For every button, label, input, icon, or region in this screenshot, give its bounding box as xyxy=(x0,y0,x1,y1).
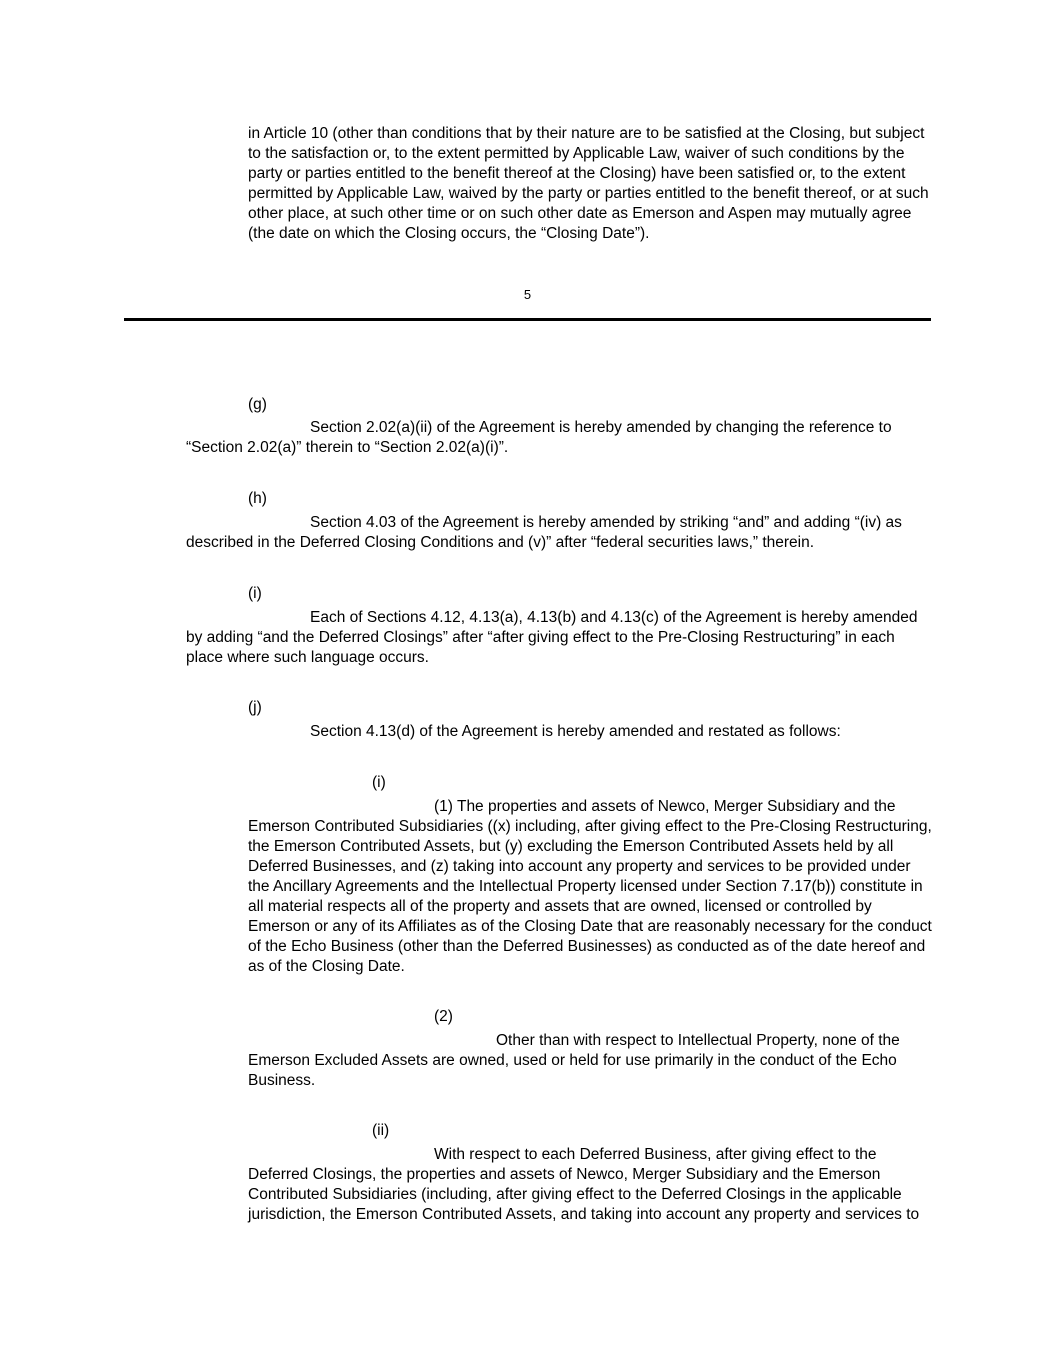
subsection-2-text: Other than with respect to Intellectual Property, none of the Emerson Excluded Assets are owned, used or held for use primarily in the conduct of the Echo Business. xyxy=(248,1032,900,1089)
subsection-i-text: (1) The properties and assets of Newco, Merger Subsidiary and the Emerson Contributed Subsidiaries ((x) including, after giving effect to the Pre-Closing Restructuring, the Emerson Contributed Assets, but (y) excluding the Emerson Contributed Assets held by all Deferred Businesses, and (z) taking into account any property and services to be provided under the Ancillary Agreements and the Intellectual Property licensed under Section 7.17(b)) constitute in all material respects all of the property and assets that are owned, licensed or controlled by Emerson or any of its Affiliates as of the Closing Date that are reasonably necessary for the conduct of the Echo Business (other than the Deferred Businesses) as conducted as of the date hereof and as of the Closing Date. xyxy=(248,798,932,975)
section-h-text: Section 4.03 of the Agreement is hereby amended by striking “and” and adding “(iv) as described in the Deferred Closing Conditions and (v)” after “federal securities laws,” therein. xyxy=(186,514,902,551)
section-j-label: (j) xyxy=(248,699,262,716)
continuation-paragraph: in Article 10 (other than conditions that by their nature are to be satisfied at the Closing, but subject to the satisfaction or, to the extent permitted by Applicable Law, waiver of such conditions by the party or parties entitled to the benefit thereof at the Closing) have been satisfied or, to the extent permitted by Applicable Law, waived by the party or parties entitled to the benefit thereof, or at such other place, at such other time or on such other date as Emerson and Aspen may mutually agree (the date on which the Closing occurs, the “Closing Date”). xyxy=(248,125,929,242)
subsection-i-label: (i) xyxy=(372,774,386,791)
section-i-label: (i) xyxy=(248,585,262,602)
section-h-label: (h) xyxy=(248,490,267,507)
section-g-label: (g) xyxy=(248,396,267,413)
subsection-ii-label: (ii) xyxy=(372,1122,390,1139)
subsection-ii-text: With respect to each Deferred Business, after giving effect to the Deferred Closings, the properties and assets of Newco, Merger Subsidiary and the Emerson Contributed Subsidiaries (including, after giving effect to the Deferred Closings in the applicable jurisdiction, the Emerson Contributed Assets, and taking into account any property and services to xyxy=(248,1146,920,1223)
section-i-text: Each of Sections 4.12, 4.13(a), 4.13(b) and 4.13(c) of the Agreement is hereby amended by adding “and the Deferred Closings” after “after giving effect to the Pre-Closing Restructuring” in each place where such language occurs. xyxy=(186,609,918,666)
page-break-rule xyxy=(124,318,931,321)
subsection-2-label: (2) xyxy=(434,1008,453,1025)
section-g-text: Section 2.02(a)(ii) of the Agreement is hereby amended by changing the reference to “Section 2.02(a)” therein to “Section 2.02(a)(i)”. xyxy=(186,419,892,456)
section-j-text: Section 4.13(d) of the Agreement is hereby amended and restated as follows: xyxy=(310,723,841,740)
page-number: 5 xyxy=(523,287,532,302)
